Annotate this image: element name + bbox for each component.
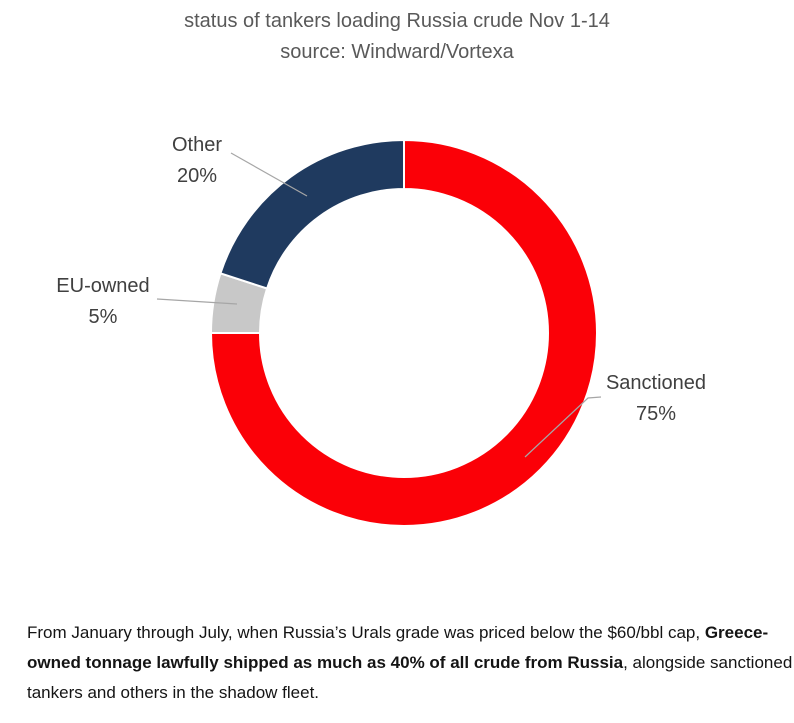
chart-title: status of tankers loading Russia crude Nov 1-14 [184,10,610,32]
label-sanctioned-name: Sanctioned [605,372,707,394]
label-other [150,130,244,192]
label-other-name: Other [171,134,223,156]
paragraph-text: , alongside sanctioned [623,653,793,672]
label-eu-owned-pct: 5% [88,306,118,328]
article-paragraph [27,618,793,708]
label-sanctioned-pct: 75% [635,403,677,425]
paragraph-text: From January through July, when Russia’s Urals grade was priced below the $60/bbl cap, [27,623,705,642]
label-eu-owned-name: EU-owned [56,275,150,297]
paragraph-line-2 [27,648,793,678]
paragraph-line-1 [27,618,787,648]
label-other-pct: 20% [176,165,218,187]
chart-source: source: Windward/Vortexa [280,41,514,63]
paragraph-bold-text: owned tonnage lawfully shipped as much as 40% of all crude from Russia [27,653,624,672]
paragraph-line-3 [27,678,787,708]
label-eu-owned [38,271,168,333]
paragraph-bold-text: Greece- [704,623,769,642]
label-sanctioned [572,368,740,430]
paragraph-text: tankers and others in the shadow fleet. [27,683,320,702]
